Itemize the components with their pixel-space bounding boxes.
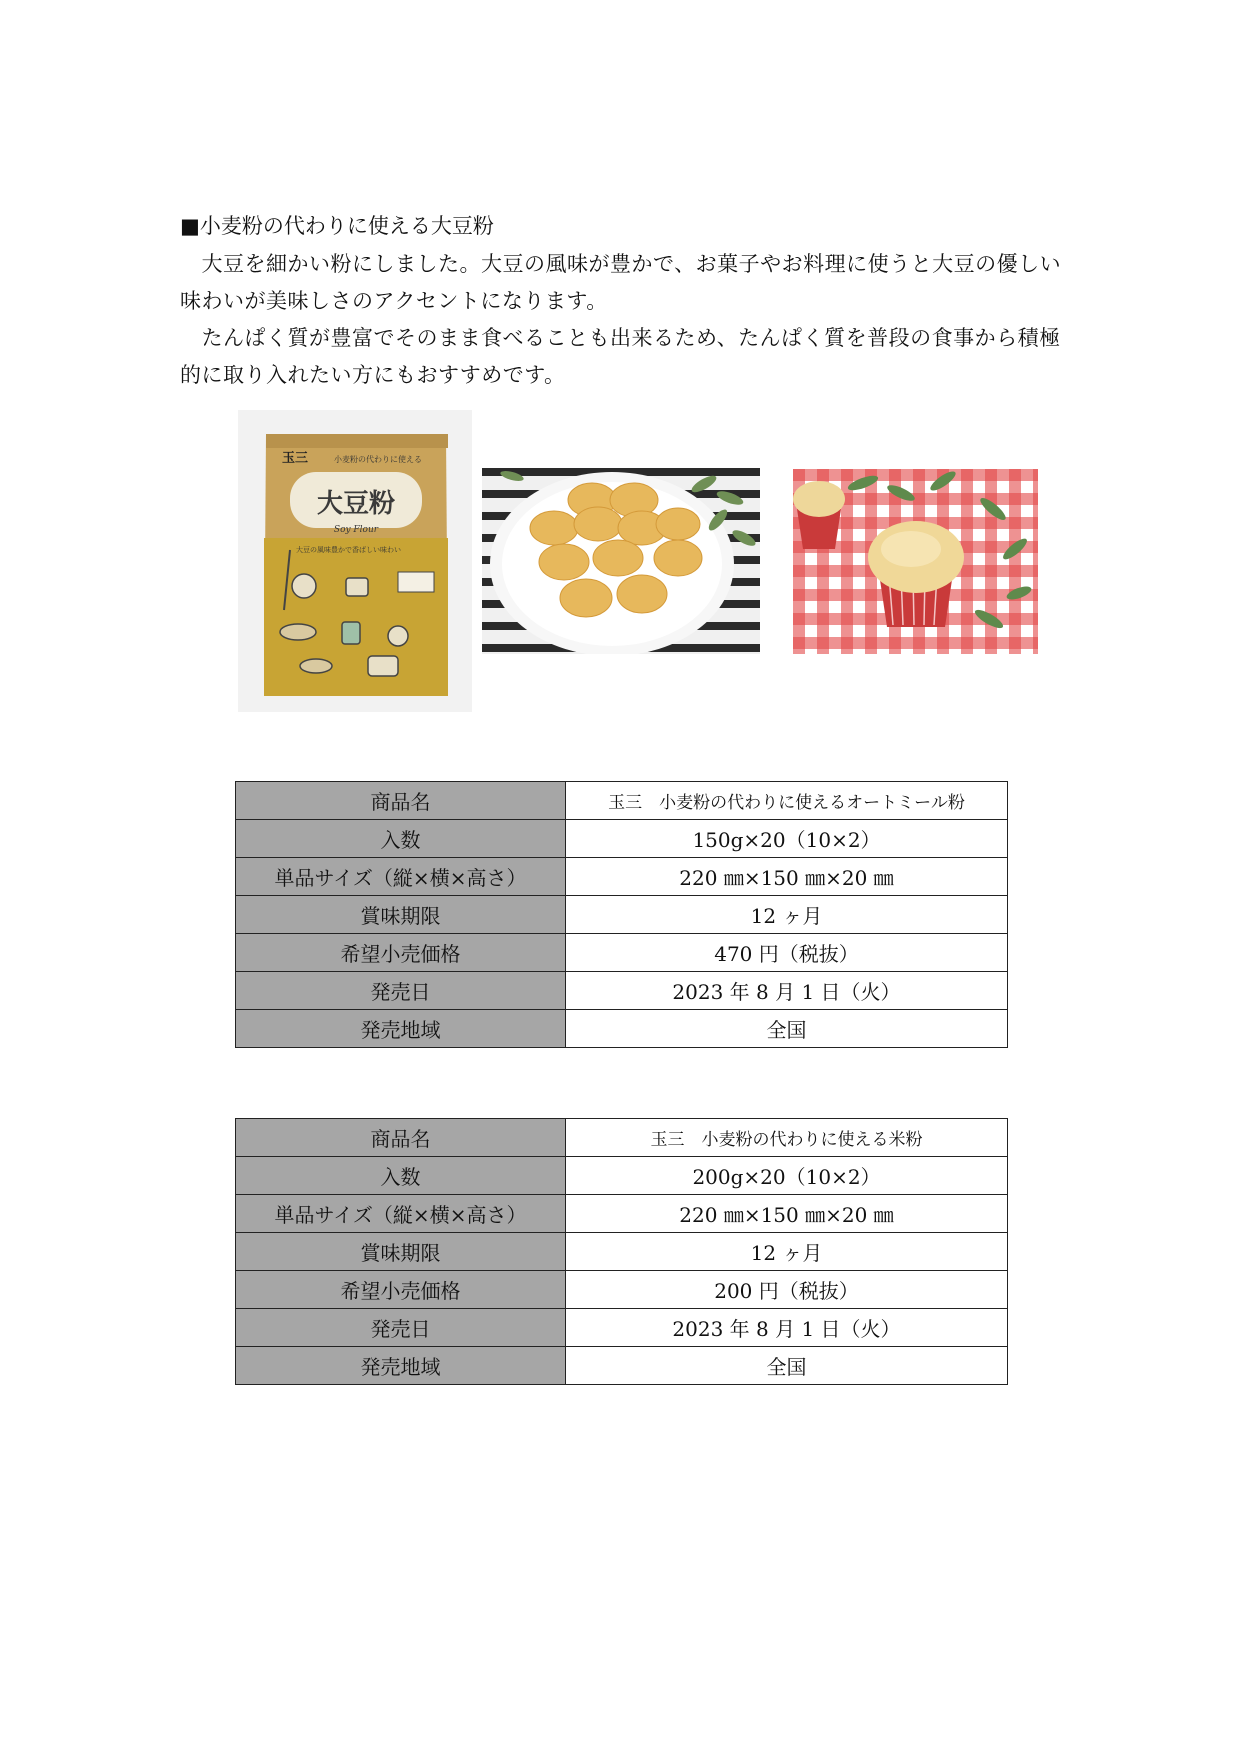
row-value: 220 ㎜×150 ㎜×20 ㎜ [566, 1195, 1008, 1233]
row-label: 発売日 [236, 972, 566, 1010]
bag-caption: 大豆の風味豊かで香ばしい味わい [296, 546, 401, 554]
bag-title: 大豆粉 [316, 489, 396, 519]
table-row [236, 1195, 1008, 1233]
row-label: 商品名 [236, 782, 566, 820]
row-value: 200g×20（10×2） [566, 1157, 1008, 1195]
table-row [236, 1309, 1008, 1347]
row-label: 希望小売価格 [236, 934, 566, 972]
product-package-photo [238, 410, 472, 712]
row-label: 発売地域 [236, 1010, 566, 1048]
table-row [236, 858, 1008, 896]
row-value: 玉三 小麦粉の代わりに使えるオートミール粉 [566, 782, 1008, 820]
row-label: 入数 [236, 1157, 566, 1195]
row-label: 賞味期限 [236, 1233, 566, 1271]
row-value: 2023 年 8 月 1 日（火） [566, 972, 1008, 1010]
description-paragraph-2: たんぱく質が豊富でそのまま食べることも出来るため、たんぱく質を普段の食事から積極的に取り入れたい方にもおすすめです。 [180, 326, 1061, 387]
table-row [236, 1233, 1008, 1271]
row-value: 全国 [566, 1010, 1008, 1048]
bag-brand: 玉三 [282, 451, 309, 466]
section-heading: ■小麦粉の代わりに使える大豆粉 [180, 214, 494, 238]
table-row [236, 1271, 1008, 1309]
row-label: 賞味期限 [236, 896, 566, 934]
table-row [236, 934, 1008, 972]
table-row [236, 1347, 1008, 1385]
row-label: 発売日 [236, 1309, 566, 1347]
row-label: 単品サイズ（縦×横×高さ） [236, 1195, 566, 1233]
table-row [236, 896, 1008, 934]
table-row [236, 972, 1008, 1010]
row-value: 200 円（税抜） [566, 1271, 1008, 1309]
row-value: 玉三 小麦粉の代わりに使える米粉 [566, 1119, 1008, 1157]
row-label: 単品サイズ（縦×横×高さ） [236, 858, 566, 896]
row-value: 12 ヶ月 [566, 1233, 1008, 1271]
table-row [236, 1157, 1008, 1195]
table-row [236, 1010, 1008, 1048]
row-value: 470 円（税抜） [566, 934, 1008, 972]
row-label: 発売地域 [236, 1347, 566, 1385]
oatmeal-flour-spec-table [235, 781, 1008, 1048]
row-label: 入数 [236, 820, 566, 858]
bag-tagline: 小麦粉の代わりに使える [334, 455, 422, 464]
bag-subtitle: Soy Flour [333, 525, 379, 535]
description-paragraph-1: 大豆を細かい粉にしました。大豆の風味が豊かで、お菓子やお料理に使うと大豆の優しい味わいが美味しさのアクセントになります。 [180, 252, 1062, 313]
row-value: 2023 年 8 月 1 日（火） [566, 1309, 1008, 1347]
table-row [236, 782, 1008, 820]
row-value: 220 ㎜×150 ㎜×20 ㎜ [566, 858, 1008, 896]
rice-flour-spec-table [235, 1118, 1008, 1385]
row-value: 12 ヶ月 [566, 896, 1008, 934]
muffin-photo [793, 469, 1038, 654]
row-label: 希望小売価格 [236, 1271, 566, 1309]
cookies-photo [482, 468, 760, 654]
table-row [236, 820, 1008, 858]
table-row [236, 1119, 1008, 1157]
row-value: 全国 [566, 1347, 1008, 1385]
row-value: 150g×20（10×2） [566, 820, 1008, 858]
row-label: 商品名 [236, 1119, 566, 1157]
